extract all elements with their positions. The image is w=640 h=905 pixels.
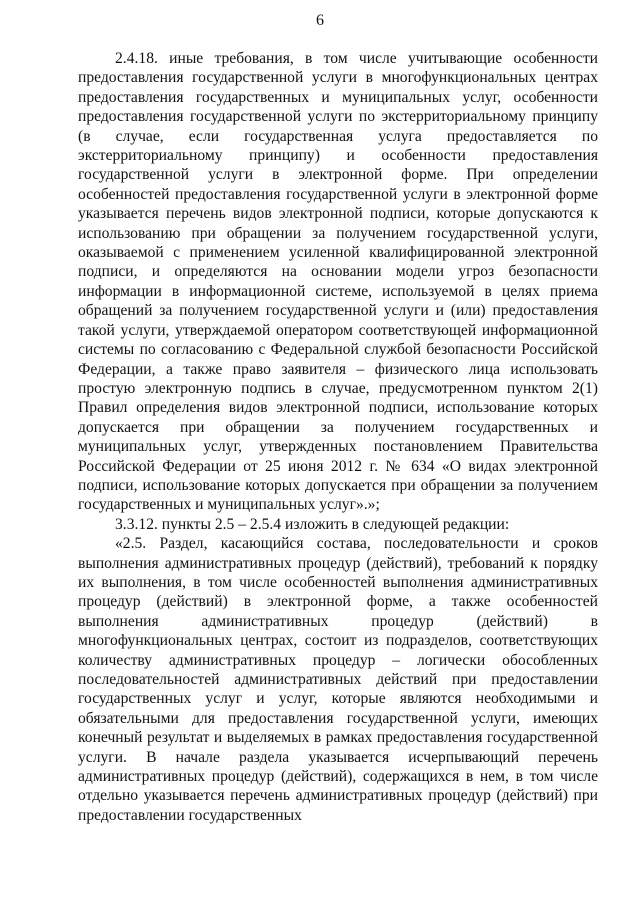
page-number: 6 — [316, 12, 324, 29]
paragraph-2-5: «2.5. Раздел, касающийся состава, последовательности и сроков выполнения административных процедур (действий), требований к порядку их выполнения, в том числе особенностей выполнения административных процедур (действий) в электронной форме, а также особенностей выполнения административных процедур (действий) в многофункциональных центрах, состоит из подразделов, соответствующих количеству административных процедур – логически обособленных последовательностей административных действий при предоставлении государственных услуг и услуг, которые являются необходимыми и обязательными для предоставления государственной услуги, имеющих конечный результат и выделяемых в рамках предоставления государственной услуги. В начале раздела указывается исчерпывающий перечень административных процедур (действий), содержащихся в нем, в том числе отдельно указывается перечень административных процедур (действий) при предоставлении государственных — [78, 535, 598, 824]
paragraph-3-3-12: 3.3.12. пункты 2.5 – 2.5.4 изложить в следующей редакции: — [115, 515, 510, 533]
paragraph-2-4-18: 2.4.18. иные требования, в том числе учитывающие особенности предоставления государственной услуги в многофункциональных центрах предоставления государственных и муниципальных услуг, особенности предоставления государственной услуги по экстерриториальному принципу (в случае, если государственная услуга предоставляется по экстерриториальному принципу) и особенности предоставления государственной услуги в электронной форме. При определении особенностей предоставления государственной услуги в электронной форме указывается перечень видов электронной подписи, которые допускаются к использованию при обращении за получением государственной услуги, оказываемой с применением усиленной квалифицированной электронной подписи, и определяются на основании модели угроз безопасности информации в информационной системе, используемой в целях приема обращений за получением государственной услуги и (или) предоставления такой услуги, утверждаемой оператором соответствующей информационной системы по согласованию с Федеральной службой безопасности Российской Федерации, а также право заявителя – физического лица использовать простую электронную подпись в случае, предусмотренном пунктом 2(1) Правил определения видов электронной подписи, использование которых допускается при обращении за получением государственных и муниципальных услуг, утвержденных постановлением Правительства Российской Федерации от 25 июня 2012 г. № 634 «О видах электронной подписи, использование которых допускается при обращении за получением государственных и муниципальных услуг».»; — [78, 50, 598, 514]
document-body — [78, 49, 598, 825]
